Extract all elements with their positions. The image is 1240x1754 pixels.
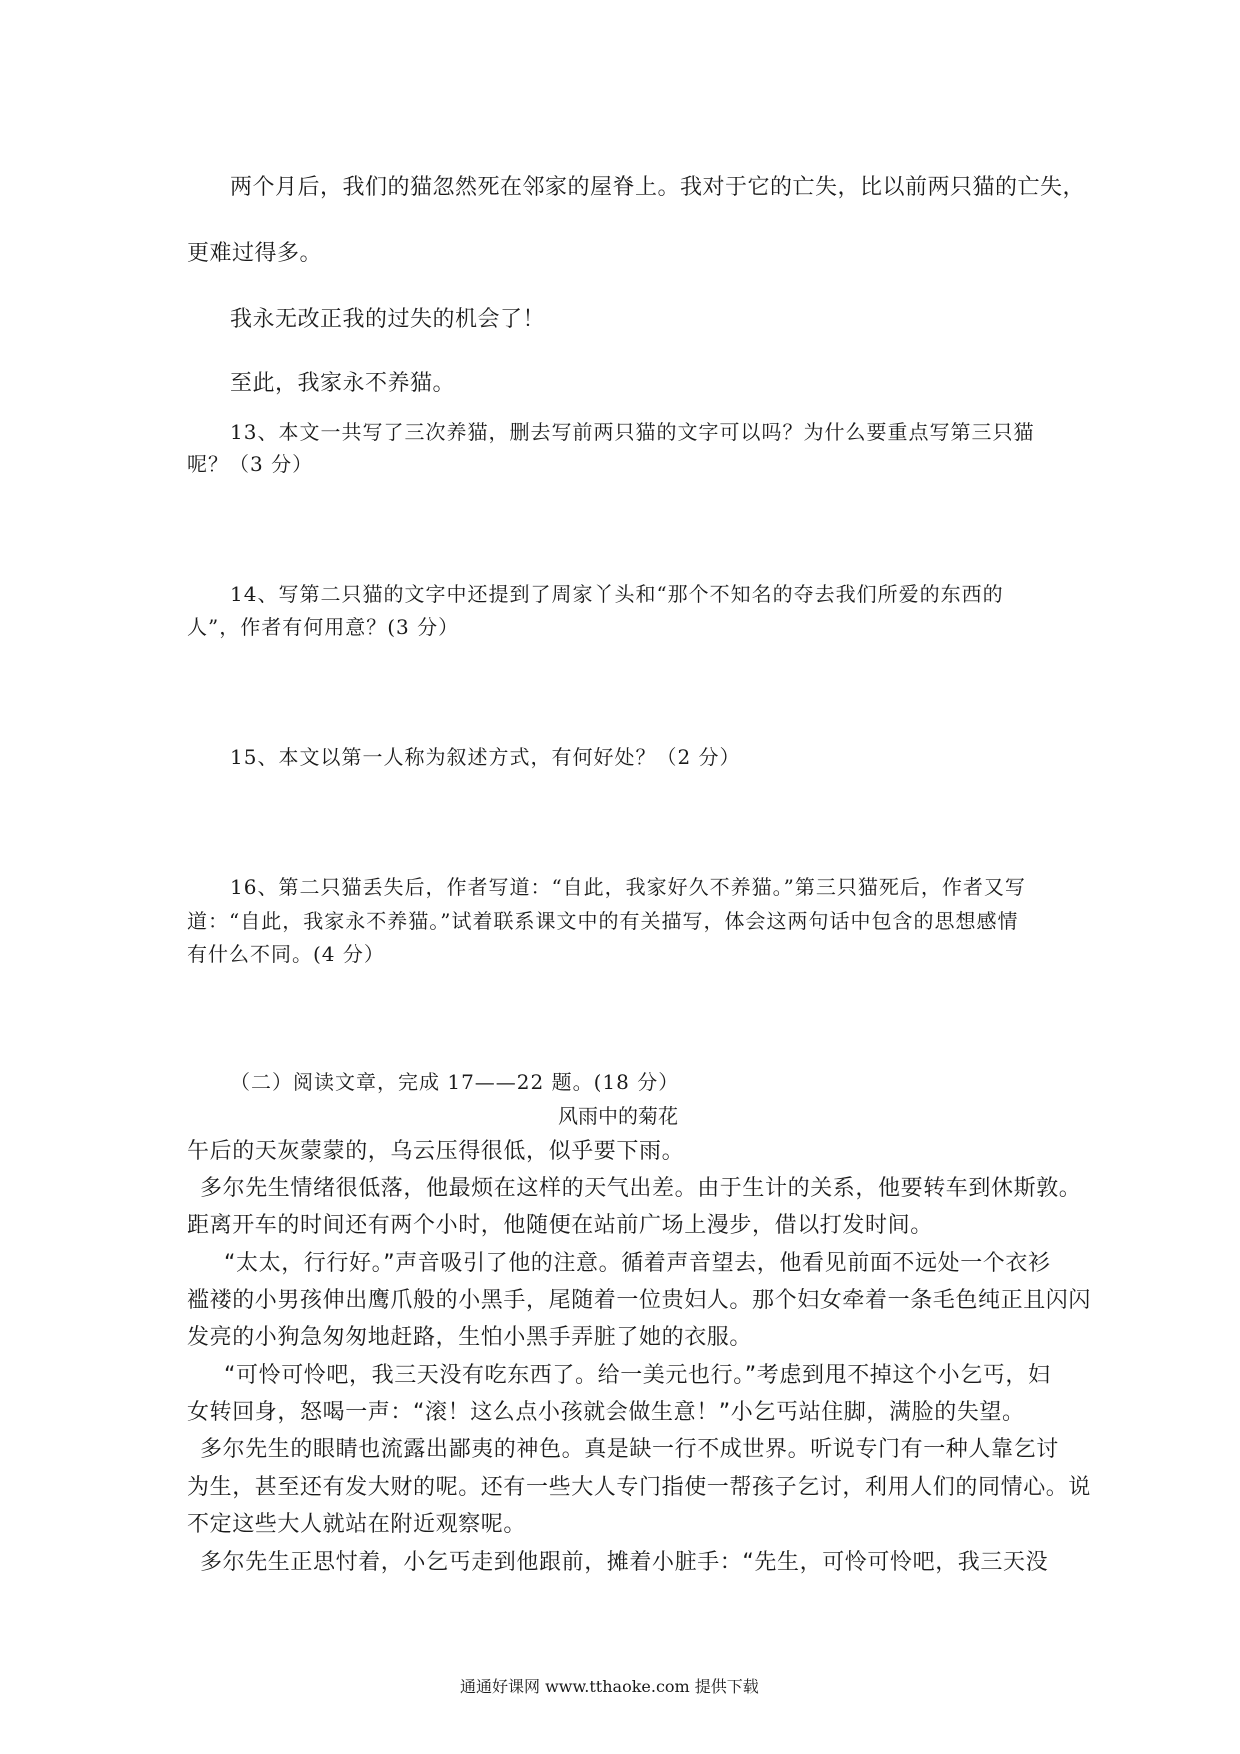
story-line: 女转回身，怒喝一声：“滚！这么点小孩就会做生意！”小乞丐站住脚，满脸的失望。: [187, 1400, 1025, 1425]
passage-line: 我永无改正我的过失的机会了！: [230, 307, 546, 332]
question-13-line: 呢？（3 分）: [187, 452, 314, 476]
story-line: 多尔先生的眼睛也流露出鄙夷的神色。真是缺一行不成世界。听说专门有一种人靠乞讨: [200, 1437, 1059, 1462]
story-line: “太太，行行好。”声音吸引了他的注意。循着声音望去，他看见前面不远处一个衣衫: [224, 1251, 1051, 1276]
story-line: 午后的天灰蒙蒙的，乌云压得很低，似乎要下雨。: [187, 1139, 685, 1164]
question-16-line: 16、第二只猫丢失后，作者写道：“自此，我家好久不养猫。”第三只猫死后，作者又写: [230, 875, 1026, 899]
story-line: “可怜可怜吧，我三天没有吃东西了。给一美元也行。”考虑到甩不掉这个小乞丐，妇: [224, 1363, 1051, 1388]
page-footer: 通通好课网 www.tthaoke.com 提供下载: [460, 1677, 759, 1696]
story-line: 褴褛的小男孩伸出鹰爪般的小黑手，尾随着一位贵妇人。那个妇女牵着一条毛色纯正且闪闪: [187, 1288, 1092, 1313]
story-line: 距离开车的时间还有两个小时，他随便在站前广场上漫步，借以打发时间。: [187, 1213, 933, 1238]
question-15-line: 15、本文以第一人称为叙述方式，有何好处？（2 分）: [230, 745, 741, 769]
question-13-line: 13、本文一共写了三次养猫，删去写前两只猫的文字可以吗？为什么要重点写第三只猫: [230, 420, 1035, 444]
story-line: 多尔先生正思忖着，小乞丐走到他跟前，摊着小脏手：“先生，可怜可怜吧，我三天没: [200, 1550, 1049, 1575]
passage-line: 至此，我家永不养猫。: [230, 371, 456, 396]
passage-line: 更难过得多。: [187, 241, 323, 266]
question-16-line: 道：“自此，我家永不养猫。”试着联系课文中的有关描写，体会这两句话中包含的思想感情: [187, 909, 1019, 933]
passage-line: 两个月后，我们的猫忽然死在邻家的屋脊上。我对于它的亡失，比以前两只猫的亡失，: [230, 175, 1086, 200]
story-line: 发亮的小狗急匆匆地赶路，生怕小黑手弄脏了她的衣服。: [187, 1325, 753, 1350]
story-title: 风雨中的菊花: [558, 1104, 678, 1128]
story-line: 不定这些大人就站在附近观察呢。: [187, 1512, 527, 1537]
question-14-line: 人”，作者有何用意？(3 分）: [187, 615, 460, 639]
question-14-line: 14、写第二只猫的文字中还提到了周家丫头和“那个不知名的夺去我们所爱的东西的: [230, 582, 1004, 606]
question-16-line: 有什么不同。(4 分）: [187, 942, 385, 966]
story-line: 多尔先生情绪很低落，他最烦在这样的天气出差。由于生计的关系，他要转车到休斯敦。: [200, 1176, 1082, 1201]
section-instruction: （二）阅读文章，完成 17——22 题。(18 分）: [230, 1070, 680, 1094]
story-line: 为生，甚至还有发大财的呢。还有一些大人专门指使一帮孩子乞讨，利用人们的同情心。说: [187, 1475, 1092, 1500]
